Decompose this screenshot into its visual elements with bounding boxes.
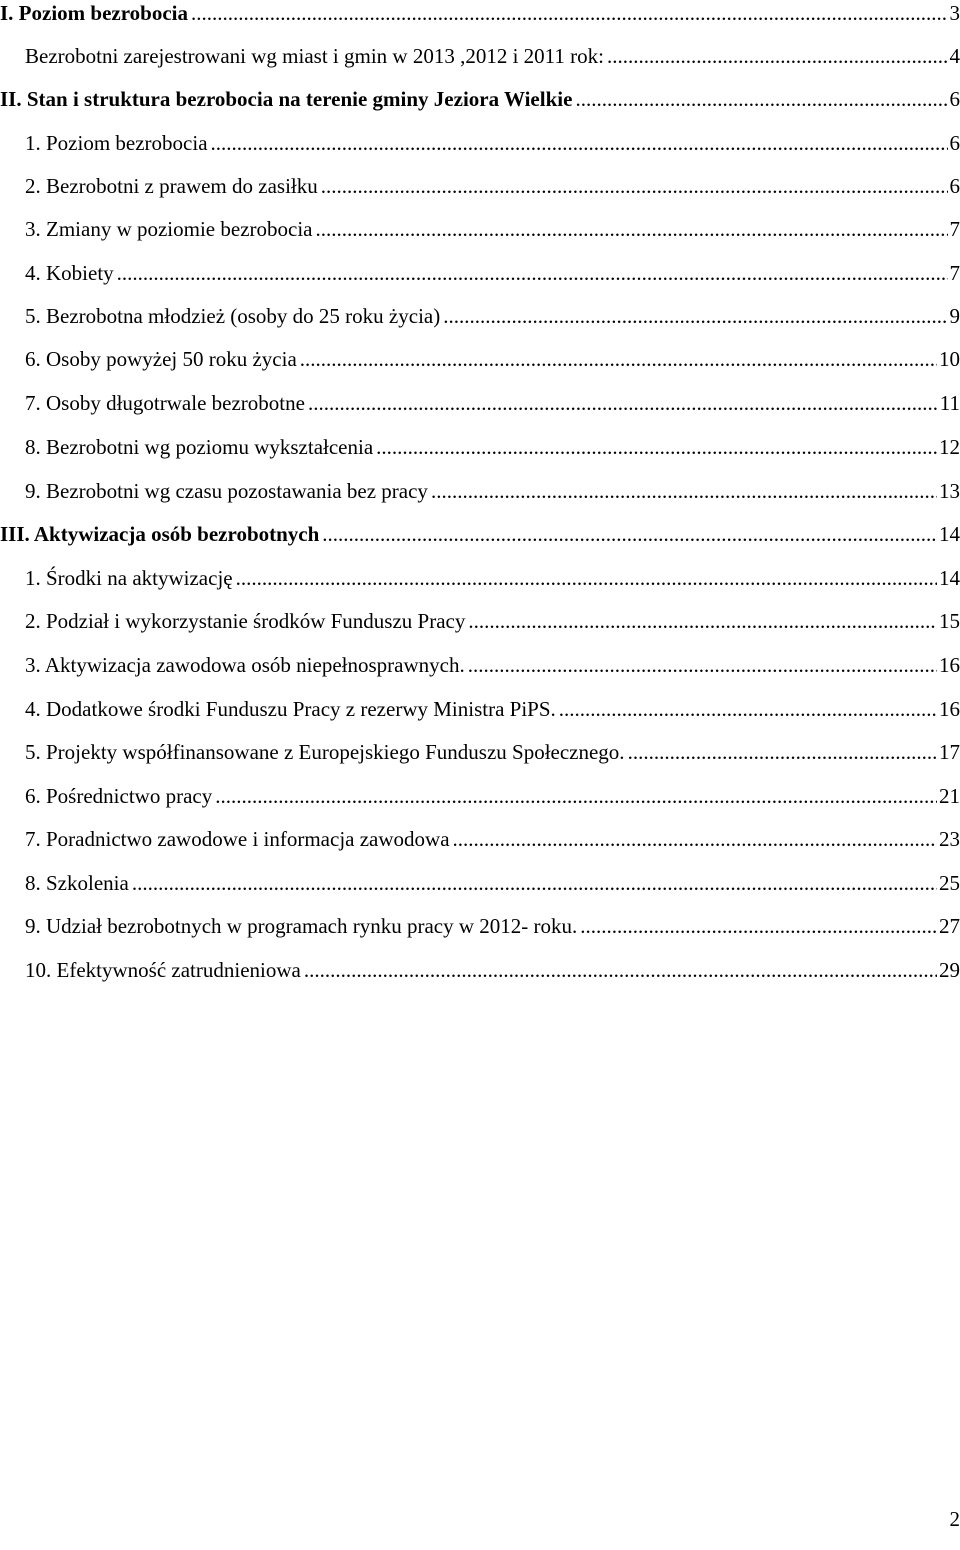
toc-entry[interactable] [0, 478, 960, 518]
toc-entry[interactable] [0, 86, 960, 126]
toc-entry-page: 3 [949, 1, 960, 25]
toc-dot-leader [215, 783, 937, 809]
page-number: 2 [949, 1507, 960, 1531]
toc-entry[interactable] [0, 0, 960, 40]
toc-entry-label: 9. Bezrobotni wg czasu pozostawania bez pracy [25, 479, 428, 503]
toc-entry-page: 29 [939, 958, 960, 982]
toc-entry-page: 14 [939, 522, 960, 546]
toc-entry-page: 10 [939, 347, 960, 371]
toc-entry[interactable] [0, 913, 960, 953]
toc-entry[interactable] [0, 260, 960, 300]
toc-entry-label: I. Poziom bezrobocia [0, 1, 188, 25]
toc-entry[interactable] [0, 696, 960, 736]
toc-entry-page: 7 [949, 261, 960, 285]
toc-entry[interactable] [0, 390, 960, 430]
toc-entry-label: 1. Środki na aktywizację [25, 566, 233, 590]
toc-entry[interactable] [0, 521, 960, 561]
toc-entry-label: 5. Projekty współfinansowane z Europejskiego Funduszu Społecznego. [25, 740, 625, 764]
toc-entry[interactable] [0, 130, 960, 170]
toc-dot-leader [376, 434, 937, 460]
toc-entry-page: 25 [939, 871, 960, 895]
toc-entry-label: Bezrobotni zarejestrowani wg miast i gmin w 2013 ,2012 i 2011 rok: [25, 44, 604, 68]
toc-entry-page: 13 [939, 479, 960, 503]
toc-entry-page: 6 [949, 87, 960, 111]
toc-entry[interactable] [0, 216, 960, 256]
toc-entry-page: 23 [939, 827, 960, 851]
toc-entry-label: 6. Pośrednictwo pracy [25, 784, 213, 808]
toc-entry-page: 7 [949, 217, 960, 241]
toc-entry-label: 2. Podział i wykorzystanie środków Funduszu Pracy [25, 609, 466, 633]
toc-entry-label: 7. Poradnictwo zawodowe i informacja zawodowa [25, 827, 450, 851]
toc-entry[interactable] [0, 346, 960, 386]
toc-entry-label: 4. Kobiety [25, 261, 114, 285]
toc-dot-leader [468, 608, 937, 634]
toc-dot-leader [191, 0, 948, 26]
toc-entry-label: 4. Dodatkowe środki Funduszu Pracy z rezerwy Ministra PiPS. [25, 697, 556, 721]
toc-entry-label: 7. Osoby długotrwale bezrobotne [25, 391, 305, 415]
toc-entry-label: 8. Szkolenia [25, 871, 129, 895]
toc-entry-page: 6 [949, 131, 960, 155]
toc-dot-leader [559, 696, 937, 722]
toc-entry[interactable] [0, 434, 960, 474]
toc-dot-leader [453, 826, 937, 852]
toc-entry[interactable] [0, 652, 960, 692]
toc-entry-label: 9. Udział bezrobotnych w programach rynku pracy w 2012- roku. [25, 914, 578, 938]
toc-entry-page: 12 [939, 435, 960, 459]
toc-dot-leader [236, 565, 937, 591]
toc-entry[interactable] [0, 870, 960, 910]
toc-dot-leader [304, 957, 937, 983]
toc-dot-leader [431, 478, 937, 504]
toc-dot-leader [300, 346, 937, 372]
toc-entry[interactable] [0, 739, 960, 779]
toc-entry[interactable] [0, 565, 960, 605]
toc-dot-leader [316, 216, 948, 242]
toc-entry[interactable] [0, 783, 960, 823]
toc-dot-leader [607, 43, 948, 69]
toc-entry[interactable] [0, 957, 960, 997]
toc-dot-leader [117, 260, 948, 286]
toc-dot-leader [575, 86, 947, 112]
toc-entry-page: 16 [939, 697, 960, 721]
toc-entry[interactable] [0, 43, 960, 83]
toc-dot-leader [468, 652, 937, 678]
toc-entry-label: 10. Efektywność zatrudnieniowa [25, 958, 301, 982]
toc-entry-label: 6. Osoby powyżej 50 roku życia [25, 347, 297, 371]
toc-dot-leader [443, 303, 947, 329]
toc-entry[interactable] [0, 608, 960, 648]
toc-entry-page: 6 [949, 174, 960, 198]
toc-entry-label: 3. Aktywizacja zawodowa osób niepełnosprawnych. [25, 653, 465, 677]
toc-dot-leader [211, 130, 948, 156]
toc-entry-page: 11 [939, 391, 960, 415]
toc-entry-label: 2. Bezrobotni z prawem do zasiłku [25, 174, 318, 198]
toc-entry[interactable] [0, 173, 960, 213]
toc-entry[interactable] [0, 303, 960, 343]
toc-entry-label: II. Stan i struktura bezrobocia na terenie gminy Jeziora Wielkie [0, 87, 573, 111]
toc-entry-label: 3. Zmiany w poziomie bezrobocia [25, 217, 313, 241]
toc-entry-label: 1. Poziom bezrobocia [25, 131, 208, 155]
toc-dot-leader [628, 739, 937, 765]
toc-entry-page: 9 [949, 304, 960, 328]
toc-entry-label: 8. Bezrobotni wg poziomu wykształcenia [25, 435, 374, 459]
toc-dot-leader [322, 521, 937, 547]
toc-entry-page: 17 [939, 740, 960, 764]
toc-dot-leader [308, 390, 938, 416]
toc-entry[interactable] [0, 826, 960, 866]
toc-entry-page: 21 [939, 784, 960, 808]
toc-entry-page: 27 [939, 914, 960, 938]
toc-entry-page: 4 [949, 44, 960, 68]
toc-dot-leader [321, 173, 948, 199]
toc-dot-leader [580, 913, 937, 939]
toc-entry-page: 14 [939, 566, 960, 590]
toc-entry-label: III. Aktywizacja osób bezrobotnych [0, 522, 320, 546]
toc-entry-page: 15 [939, 609, 960, 633]
toc-entry-label: 5. Bezrobotna młodzież (osoby do 25 roku życia) [25, 304, 441, 328]
toc-entry-page: 16 [939, 653, 960, 677]
toc-dot-leader [132, 870, 937, 896]
